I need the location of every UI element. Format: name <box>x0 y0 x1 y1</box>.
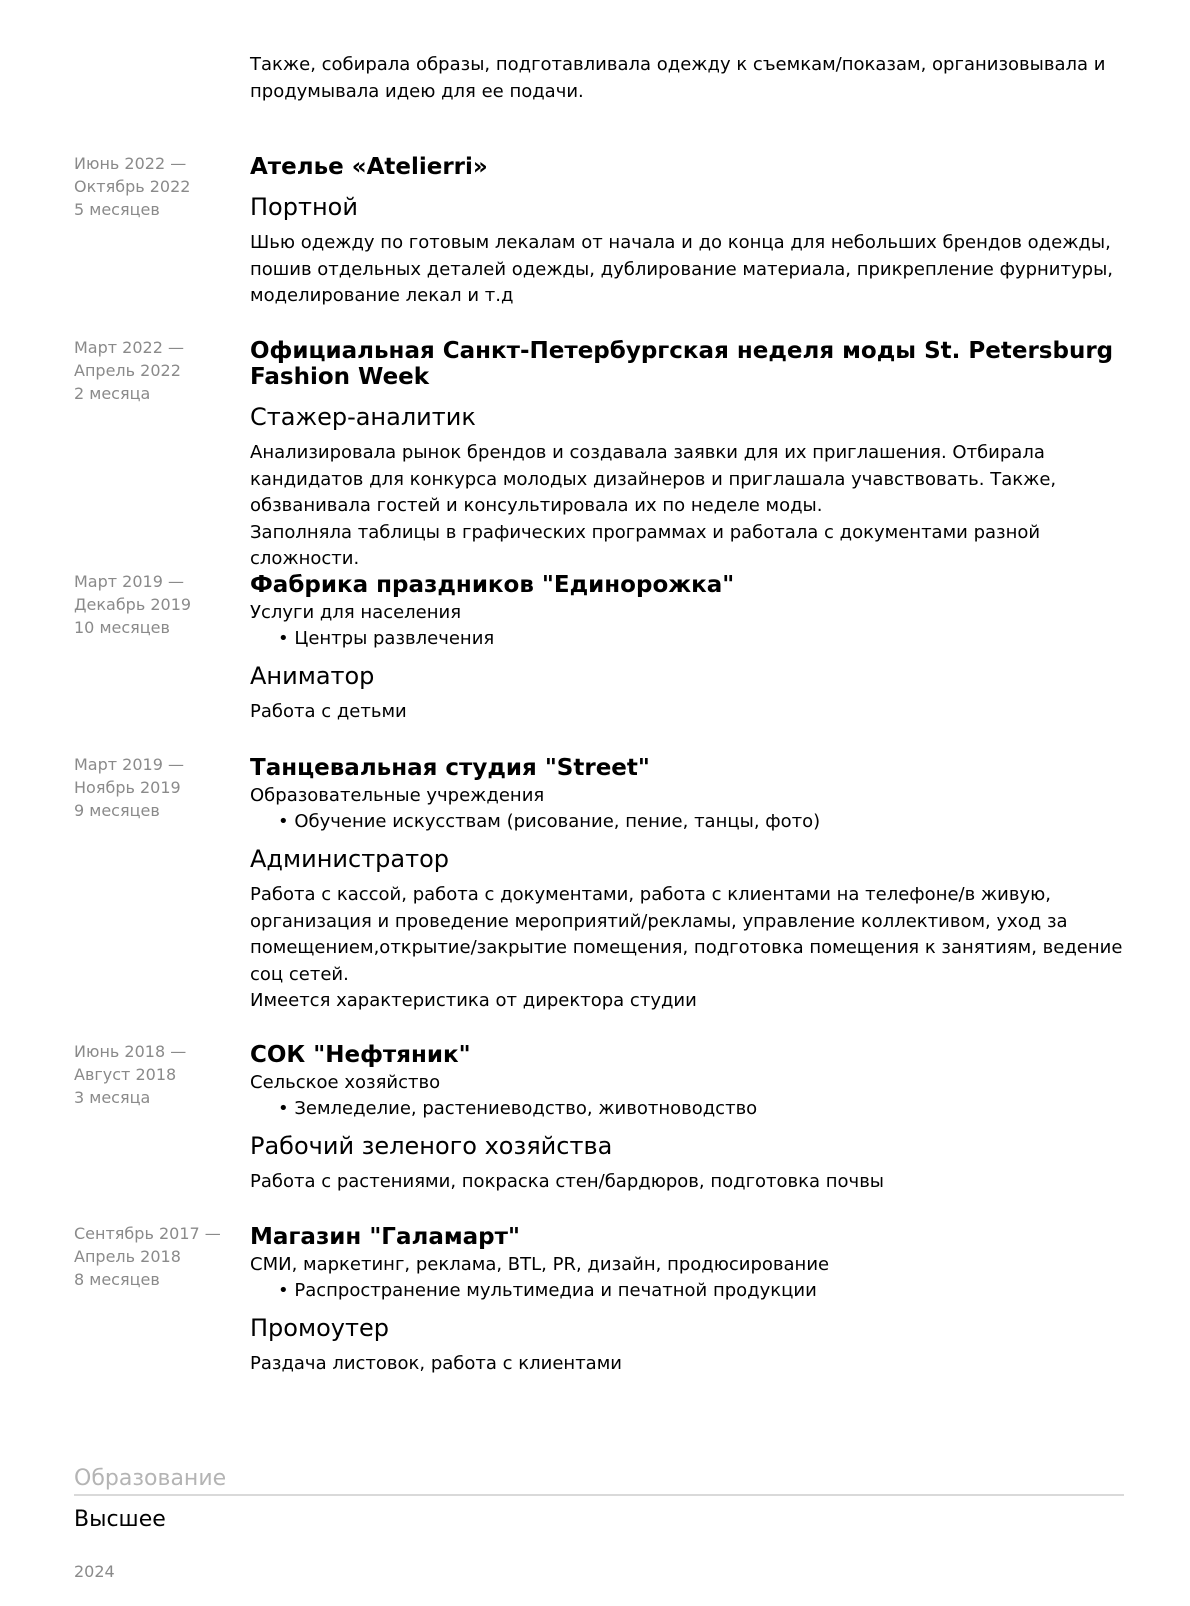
job-subindustry: • Обучение искусствам (рисование, пение, танцы, фото) <box>278 811 821 832</box>
job-period-start: Июнь 2022 — <box>74 154 187 173</box>
job-content <box>250 336 1135 573</box>
job-description: Работа с детьми <box>250 701 407 722</box>
job-period-end: Апрель 2022 <box>74 361 181 380</box>
job-duration: 3 месяца <box>74 1088 151 1107</box>
job-description: Работа с растениями, покраска стен/бардюров, подготовка почвы <box>250 1171 885 1192</box>
job-content <box>250 1040 1135 1196</box>
job-dates <box>74 336 239 405</box>
company-name: СОК "Нефтяник" <box>250 1042 471 1068</box>
job-position: Портной <box>250 193 358 221</box>
job-duration: 2 месяца <box>74 384 151 403</box>
job-position: Рабочий зеленого хозяйства <box>250 1132 613 1160</box>
job-industry: Образовательные учреждения <box>250 785 545 806</box>
job-duration: 8 месяцев <box>74 1270 160 1289</box>
job-period-end: Октябрь 2022 <box>74 177 191 196</box>
job-period-start: Март 2019 — <box>74 572 184 591</box>
job-dates <box>74 753 239 822</box>
job-period-start: Сентябрь 2017 — <box>74 1224 221 1243</box>
job-subindustry: • Центры развлечения <box>278 628 495 649</box>
job-industry: СМИ, маркетинг, реклама, BTL, PR, дизайн, продюсирование <box>250 1254 830 1275</box>
job-position: Промоутер <box>250 1314 389 1342</box>
job-description-extra: Заполняла таблицы в графических программах и работала с документами разной сложности. <box>250 521 1041 569</box>
job-description: Раздача листовок, работа с клиентами <box>250 1353 622 1374</box>
job-period-end: Август 2018 <box>74 1065 177 1084</box>
job-duration: 10 месяцев <box>74 618 170 637</box>
job-period-end: Декабрь 2019 <box>74 595 192 614</box>
job-description-extra: Имеется характеристика от директора студии <box>250 990 697 1011</box>
job-dates <box>74 1040 239 1109</box>
job-description: Анализировала рынок брендов и создавала заявки для их приглашения. Отбирала кандидатов для конкурса молодых дизайнеров и приглашала учавствовать. Также, обзванивала гостей и консультировала их по неделе моды. <box>250 442 1057 516</box>
job-description: Шью одежду по готовым лекалам от начала и до конца для небольших брендов одежды, пошив отдельных деталей одежды, дублирование материала, прикрепление фурнитуры, моделирование лекал и т.д <box>250 232 1113 306</box>
job-position: Аниматор <box>250 662 375 690</box>
job-duration: 9 месяцев <box>74 801 160 820</box>
education-level: Высшее <box>74 1507 166 1532</box>
job-period-start: Июнь 2018 — <box>74 1042 187 1061</box>
job-dates <box>74 570 239 639</box>
education-section-title: Образование <box>74 1466 227 1491</box>
job-content <box>250 570 1135 726</box>
job-period-end: Апрель 2018 <box>74 1247 181 1266</box>
job-period-start: Март 2019 — <box>74 755 184 774</box>
job-subindustry: • Земледелие, растениеводство, животноводство <box>278 1098 758 1119</box>
job-position: Стажер-аналитик <box>250 403 476 431</box>
education-year: 2024 <box>74 1562 115 1581</box>
job-content <box>250 1222 1135 1378</box>
job-dates <box>74 1222 239 1291</box>
job-industry: Услуги для населения <box>250 602 462 623</box>
job-content <box>250 753 1135 1015</box>
section-divider <box>74 1494 1124 1496</box>
job-period-start: Март 2022 — <box>74 338 184 357</box>
job-content <box>250 152 1135 310</box>
job-industry: Сельское хозяйство <box>250 1072 441 1093</box>
company-name: Магазин "Галамарт" <box>250 1224 520 1250</box>
job-duration: 5 месяцев <box>74 200 160 219</box>
company-name: Ателье «Atelierri» <box>250 154 488 180</box>
company-name: Официальная Санкт-Петербургская неделя моды St. Petersburg Fashion Week <box>250 338 1114 390</box>
job-subindustry: • Распространение мультимедиа и печатной продукции <box>278 1280 817 1301</box>
previous-job-description-continued: Также, собирала образы, подготавливала одежду к съемкам/показам, организовывала и продумывала идею для ее подачи. <box>250 54 1106 102</box>
job-position: Администратор <box>250 845 450 873</box>
job-period-end: Ноябрь 2019 <box>74 778 181 797</box>
job-dates <box>74 152 239 221</box>
job-description: Работа с кассой, работа с документами, работа с клиентами на телефоне/в живую, организация и проведение мероприятий/рекламы, управление коллективом, уход за помещением,открытие/закрытие помещения, подготовка помещения к занятиям, ведение соц сетей. <box>250 884 1123 985</box>
company-name: Танцевальная студия "Street" <box>250 755 650 781</box>
company-name: Фабрика праздников "Единорожка" <box>250 572 735 598</box>
